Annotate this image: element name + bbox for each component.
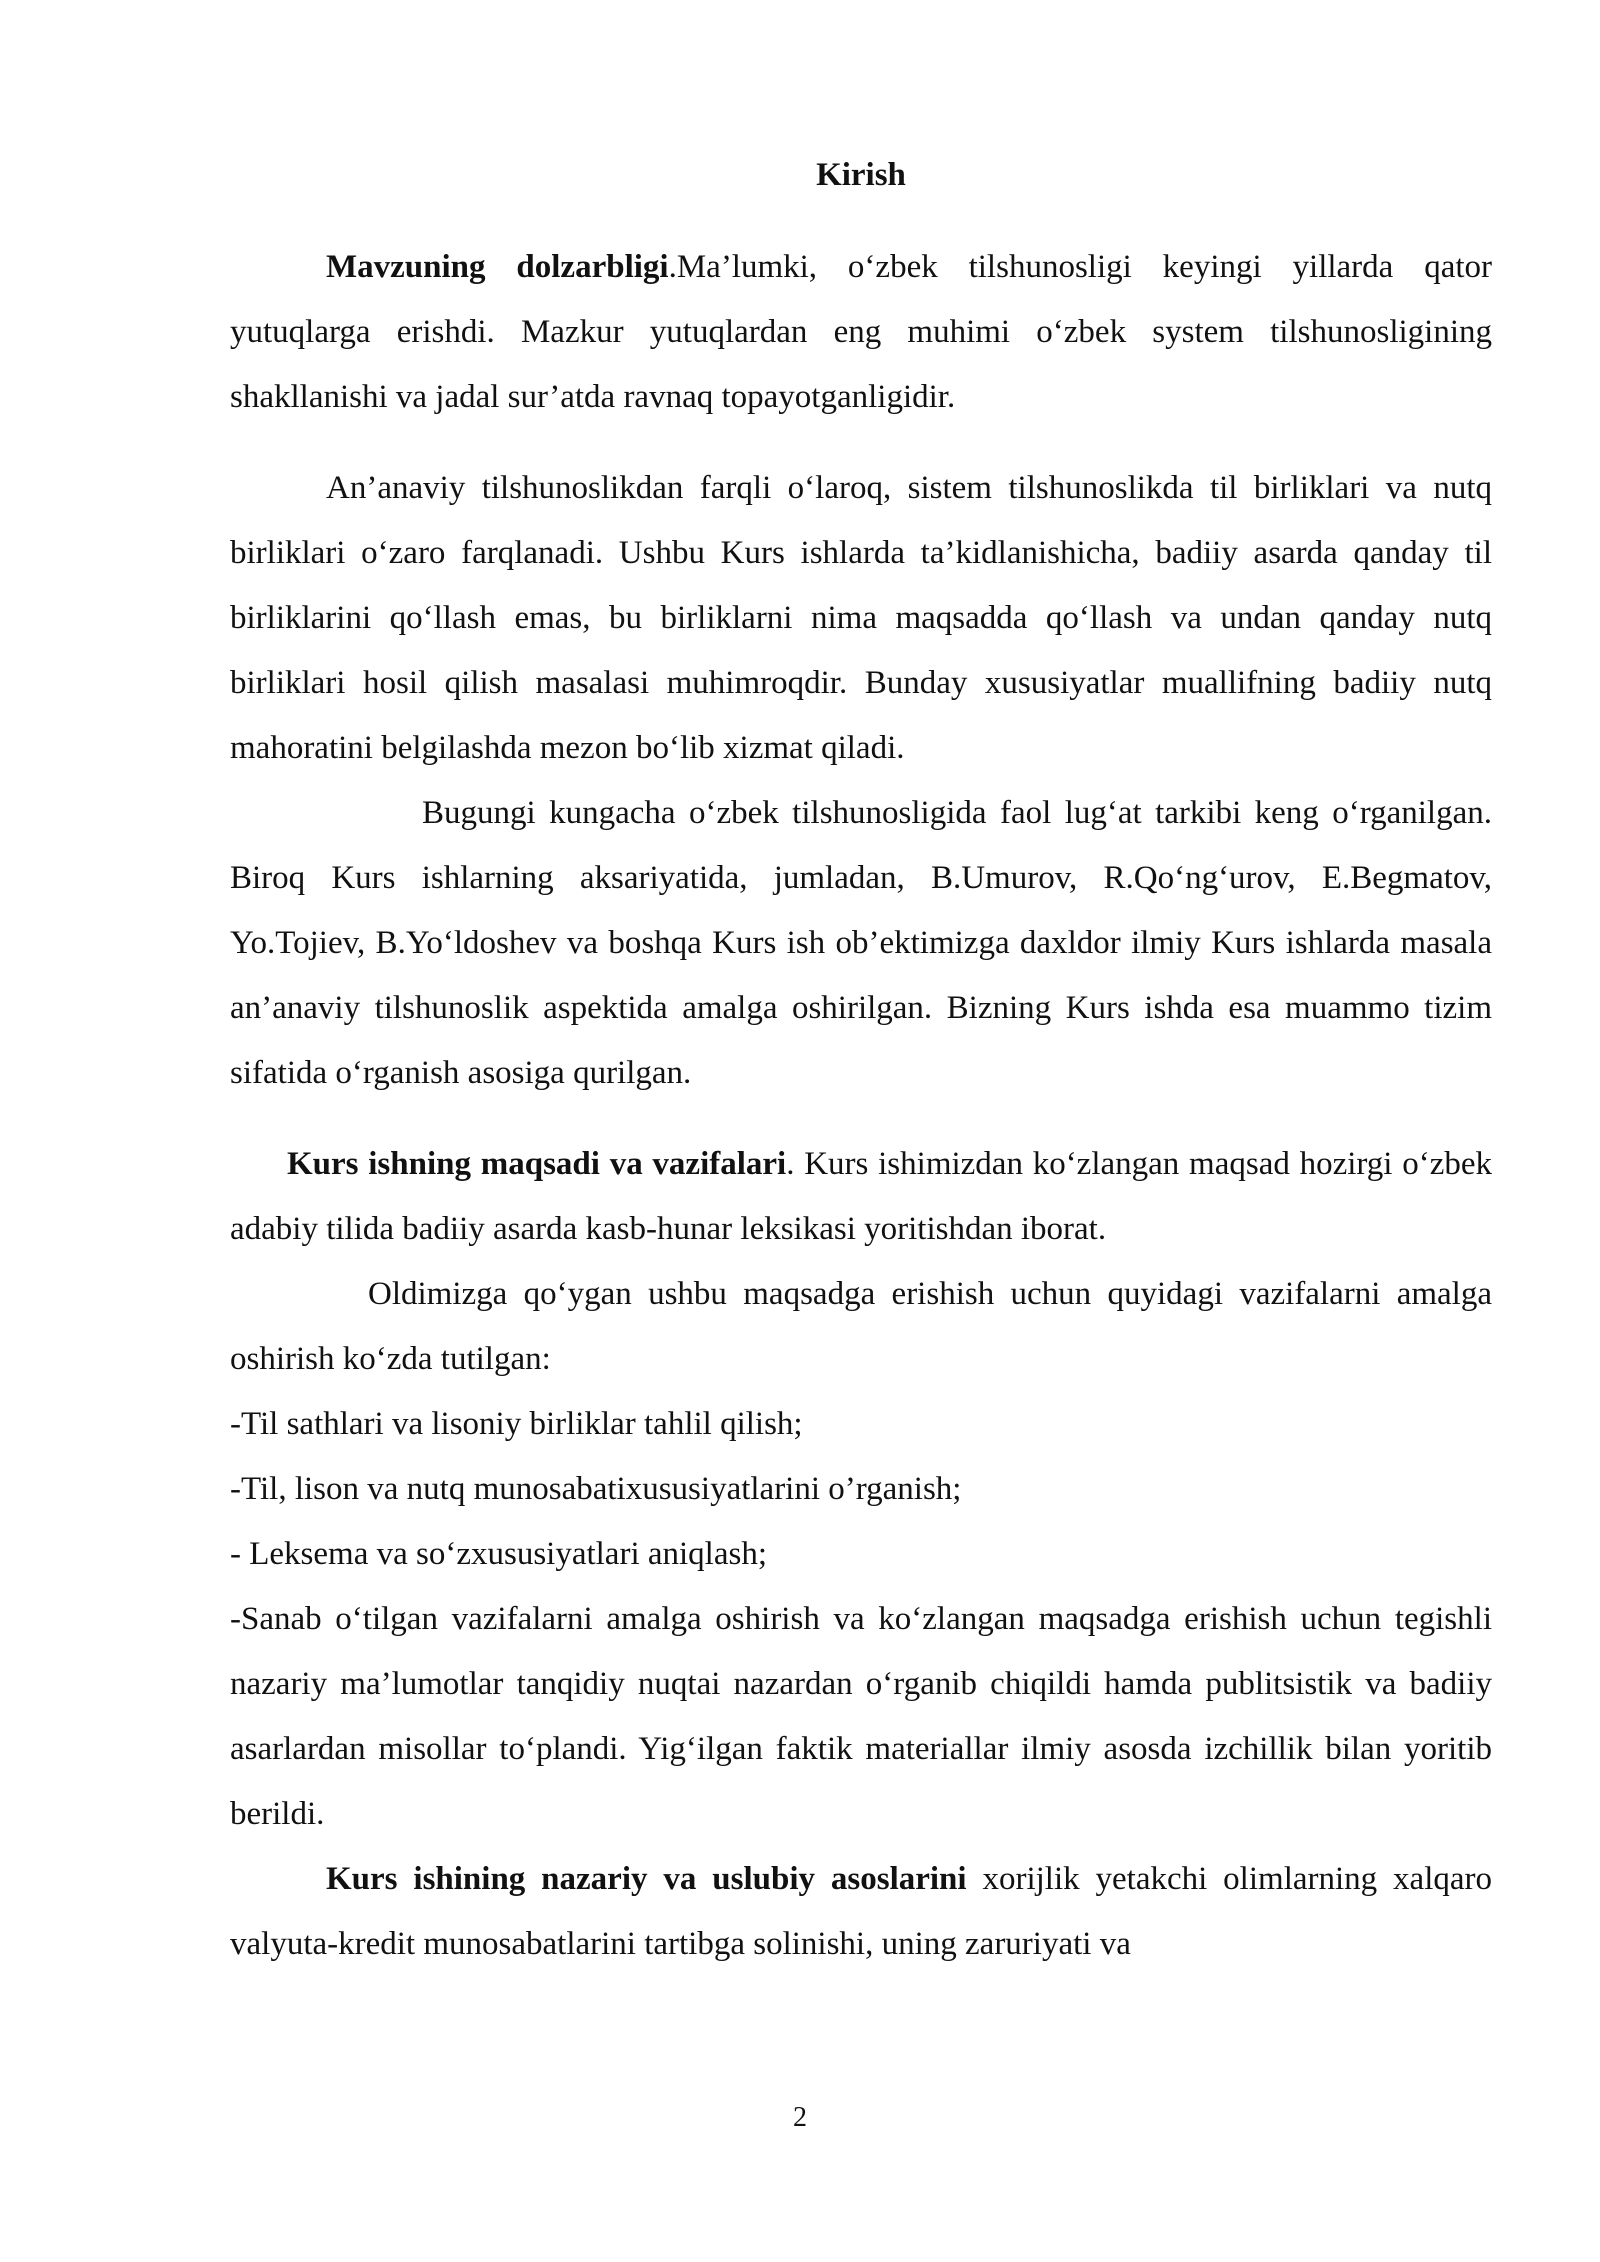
list-item: -Til, lison va nutq munosabatixususiyatlarini o’rganish; bbox=[230, 1471, 962, 1507]
heading-relevance: Mavzuning dolzarbligi bbox=[326, 249, 669, 285]
page-title: Kirish bbox=[816, 157, 906, 193]
paragraph-goals bbox=[230, 1132, 1492, 1262]
page-number: 2 bbox=[793, 2102, 807, 2133]
paragraph-methodology-text: xorijlik yetakchi olimlarning xalqaro valyuta-kredit munosabatlarini tartibga solinishi, uning zaruriyati va bbox=[230, 1861, 1492, 1962]
heading-methodology: Kurs ishining nazariy va uslubiy asoslarini bbox=[326, 1861, 967, 1897]
list-item: - Leksema va so‘zxususiyatlari aniqlash; bbox=[230, 1536, 768, 1572]
paragraph-traditional-linguistics: An’anaviy tilshunoslikdan farqli o‘laroq, sistem tilshunoslikda til birliklari va nutq birliklari o‘zaro farqlanadi. Ushbu Kurs ishlarda ta’kidlanishicha, badiiy asarda qanday til birliklarini qo‘llash emas, bu birliklarni nima maqsadda qo‘llash va undan qanday nutq birliklari hosil qilish masalasi muhimroqdir. Bunday xususiyatlar muallifning badiiy nutq mahoratini belgilashda mezon bo‘lib xizmat qiladi. bbox=[230, 470, 1492, 766]
heading-goals: Kurs ishning maqsadi va vazifalari bbox=[287, 1146, 787, 1182]
paragraph-goals-text: . Kurs ishimizdan ko‘zlangan maqsad hozirgi o‘zbek adabiy tilida badiiy asarda kasb-hunar leksikasi yoritishdan iborat. bbox=[230, 1146, 1492, 1247]
paragraph-lexicon-study: Bugungi kungacha o‘zbek tilshunosligida faol lug‘at tarkibi keng o‘rganilgan. Biroq Kurs ishlarning aksariyatida, jumladan, B.Umurov, R.Qo‘ng‘urov, E.Begmatov, Yo.Tojiev, B.Yo‘ldoshev va boshqa Kurs ish ob’ektimizga daxldor ilmiy Kurs ishlarda masala an’anaviy tilshunoslik aspektida amalga oshirilgan. Bizning Kurs ishda esa muammo tizim sifatida o‘rganish asosiga qurilgan. bbox=[230, 795, 1492, 1091]
paragraph-relevance bbox=[230, 235, 1492, 430]
document-page bbox=[230, 145, 1492, 1977]
paragraph-tasks-result: -Sanab o‘tilgan vazifalarni amalga oshirish va ko‘zlangan maqsadga erishish uchun tegishli nazariy ma’lumotlar tanqidiy nuqtai nazardan o‘rganib chiqildi hamda publitsistik va badiiy asarlardan misollar to‘plandi. Yig‘ilgan faktik materiallar ilmiy asosda izchillik bilan yoritib berildi. bbox=[230, 1601, 1492, 1832]
paragraph-tasks-intro: Oldimizga qo‘ygan ushbu maqsadga erishish uchun quyidagi vazifalarni amalga oshirish ko‘zda tutilgan: bbox=[230, 1276, 1492, 1377]
list-item: -Til sathlari va lisoniy birliklar tahlil qilish; bbox=[230, 1406, 803, 1442]
paragraph-relevance-text: .Ma’lumki, o‘zbek tilshunosligi keyingi yillarda qator yutuqlarga erishdi. Mazkur yutuqlardan eng muhimi o‘zbek system tilshunosligining shakllanishi va jadal sur’atda ravnaq topayotganligidir. bbox=[230, 249, 1492, 415]
paragraph-methodology bbox=[230, 1847, 1492, 1977]
